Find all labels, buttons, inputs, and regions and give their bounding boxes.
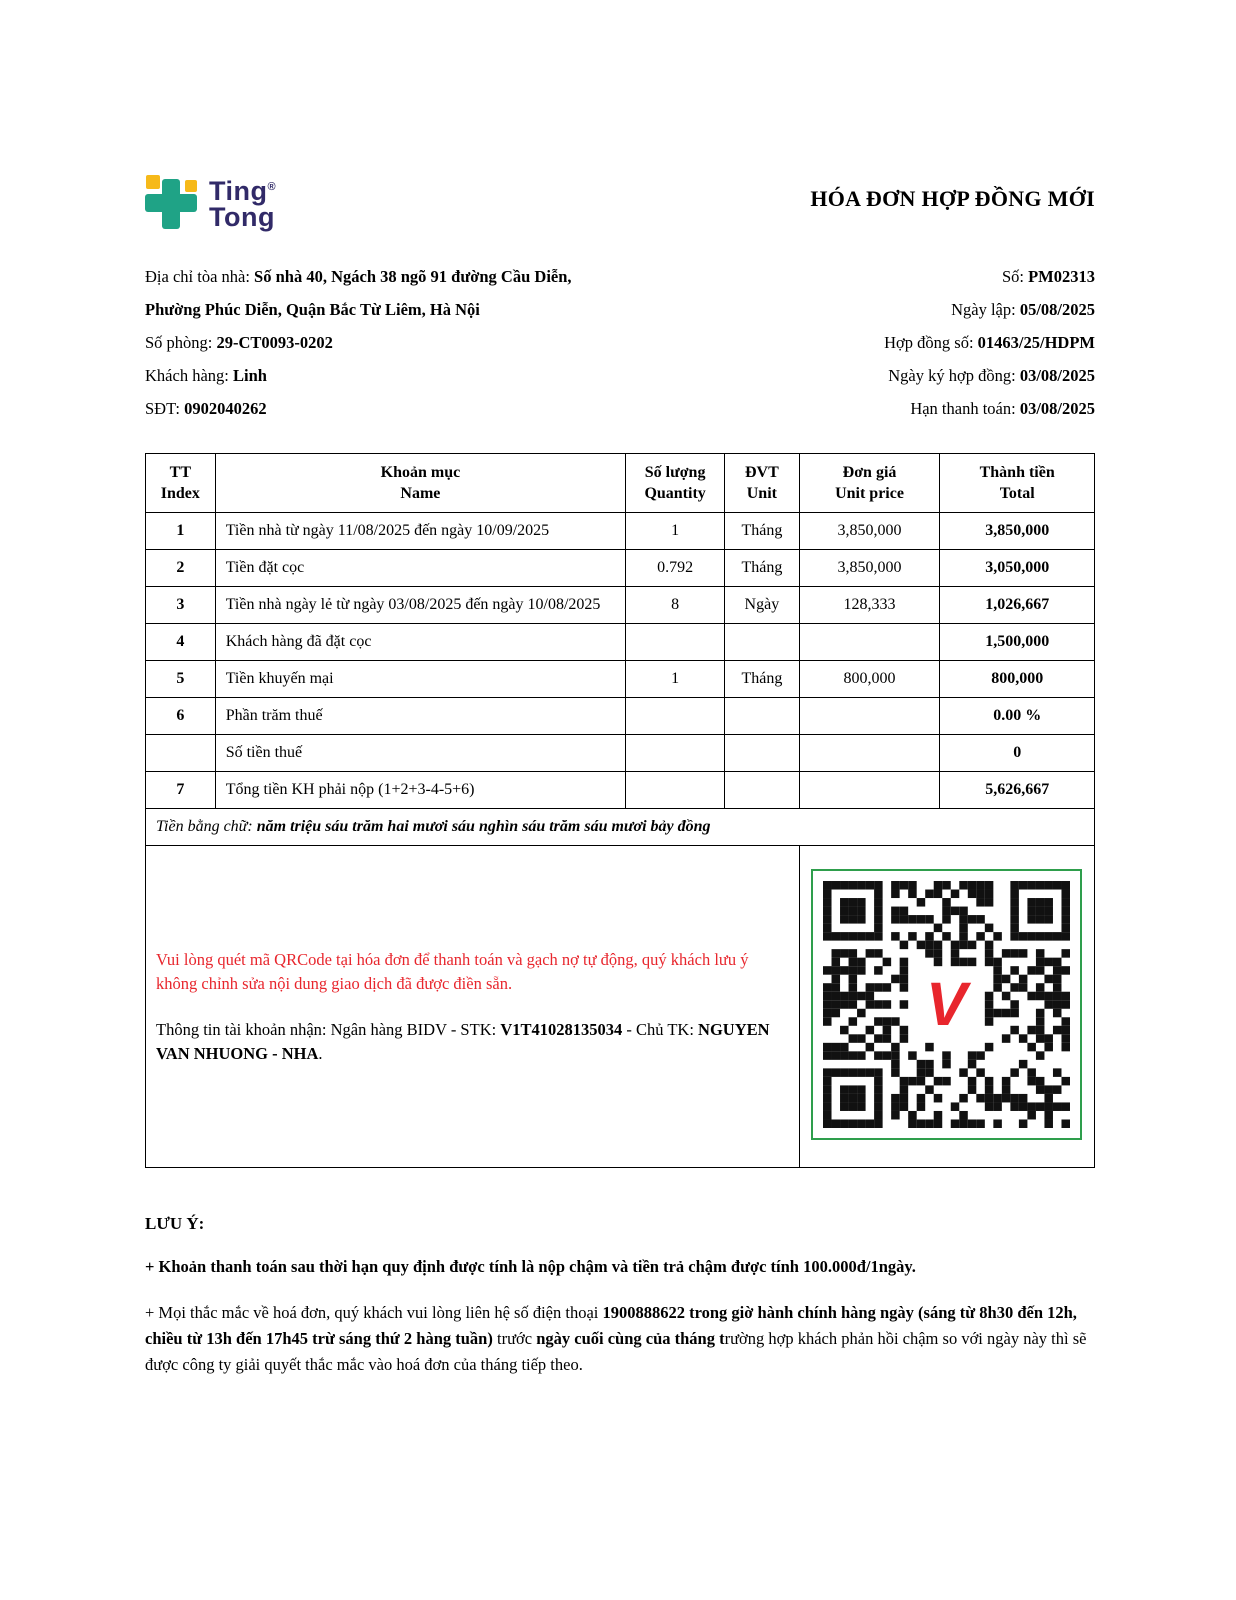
amount-in-words-row: [146, 809, 1095, 846]
cell-name: Tiền nhà ngày lẻ từ ngày 03/08/2025 đến ngày 10/08/2025: [215, 587, 625, 624]
hotline-note: + Mọi thắc mắc về hoá đơn, quý khách vui lòng liên hệ số điện thoại 1900888622 trong giờ hành chính hàng ngày (sáng từ 8h30 đến 12h, chiều từ 13h đến 17h45 trừ sáng thứ 2 hàng tuần) trước ngày cuối cùng của tháng trường hợp khách phản hồi chậm so với ngày này thì sẽ được công ty giải quyết thắc mắc vào hoá đơn của tháng tiếp theo.: [145, 1303, 1087, 1374]
cell-total: 3,050,000: [940, 550, 1095, 587]
cell-unit: [725, 698, 800, 735]
cell-index: 4: [146, 624, 216, 661]
cell-price: 3,850,000: [799, 550, 940, 587]
cell-unit: Tháng: [725, 513, 800, 550]
invoice-table: [145, 453, 1095, 1168]
cell-total: 0.00 %: [940, 698, 1095, 735]
cell-price: [799, 624, 940, 661]
issue-date-line: Ngày lập: 05/08/2025: [951, 300, 1095, 319]
contract-number-line: Hợp đồng số: 01463/25/HDPM: [884, 333, 1095, 352]
table-row: [146, 587, 1095, 624]
cell-qty: [626, 735, 725, 772]
cell-index: 6: [146, 698, 216, 735]
table-row: [146, 513, 1095, 550]
cell-name: Tiền đặt cọc: [215, 550, 625, 587]
col-header-unit: ĐVT Unit: [725, 454, 800, 513]
qr-code-cell: [799, 846, 1094, 1168]
cell-unit: [725, 624, 800, 661]
footer-notes: [145, 1214, 1095, 1378]
cell-index: 3: [146, 587, 216, 624]
cell-unit: [725, 735, 800, 772]
cell-index: 2: [146, 550, 216, 587]
invoice-meta: [884, 266, 1095, 431]
table-row: [146, 624, 1095, 661]
table-row: [146, 550, 1095, 587]
qr-code: [823, 881, 1070, 1128]
cell-total: 1,026,667: [940, 587, 1095, 624]
cell-name: Khách hàng đã đặt cọc: [215, 624, 625, 661]
invoice-info: [145, 266, 1095, 431]
room-number-line: Số phòng: 29-CT0093-0202: [145, 333, 333, 352]
building-address-line: Địa chỉ tòa nhà: Số nhà 40, Ngách 38 ngõ 91 đường Cầu Diễn,: [145, 267, 572, 286]
late-payment-note: + Khoản thanh toán sau thời hạn quy định được tính là nộp chậm và tiền trả chậm được tính 100.000đ/1ngày.: [145, 1257, 916, 1276]
cell-price: 3,850,000: [799, 513, 940, 550]
cell-total: 3,850,000: [940, 513, 1095, 550]
customer-line: Khách hàng: Linh: [145, 366, 267, 385]
amount-in-words: Tiền bằng chữ: năm triệu sáu trăm hai mươi sáu nghìn sáu trăm sáu mươi bảy đồng: [146, 809, 1095, 846]
col-header-index: TT Index: [146, 454, 216, 513]
cell-name: Tiền nhà từ ngày 11/08/2025 đến ngày 10/09/2025: [215, 513, 625, 550]
col-header-total: Thành tiền Total: [940, 454, 1095, 513]
cell-name: Tiền khuyến mại: [215, 661, 625, 698]
cell-qty: 8: [626, 587, 725, 624]
building-address-line-2: Phường Phúc Diễn, Quận Bắc Từ Liêm, Hà Nội: [145, 300, 480, 319]
cell-index: 1: [146, 513, 216, 550]
header: [145, 172, 1095, 232]
cell-name: Tổng tiền KH phải nộp (1+2+3-4-5+6): [215, 772, 625, 809]
cell-index: [146, 735, 216, 772]
cell-qty: [626, 698, 725, 735]
tingtong-logo-icon: [145, 172, 197, 232]
invoice-title: HÓA ĐƠN HỢP ĐỒNG MỚI: [810, 186, 1095, 211]
customer-info: [145, 266, 572, 431]
cell-unit: Tháng: [725, 661, 800, 698]
table-row: [146, 735, 1095, 772]
phone-line: SĐT: 0902040262: [145, 399, 267, 418]
payment-section-row: [146, 846, 1095, 1168]
cell-price: 128,333: [799, 587, 940, 624]
cell-price: 800,000: [799, 661, 940, 698]
cell-qty: 1: [626, 513, 725, 550]
qr-code-box: [811, 869, 1082, 1140]
cell-name: Phần trăm thuế: [215, 698, 625, 735]
col-header-quantity: Số lượng Quantity: [626, 454, 725, 513]
cell-unit: Tháng: [725, 550, 800, 587]
cell-qty: 0.792: [626, 550, 725, 587]
payment-due-line: Hạn thanh toán: 03/08/2025: [910, 399, 1095, 418]
cell-total: 800,000: [940, 661, 1095, 698]
logo-text: [209, 174, 276, 230]
logo-text-tong: Tong: [209, 202, 275, 232]
cell-total: 0: [940, 735, 1095, 772]
payment-instructions: [146, 846, 800, 1168]
table-row: [146, 772, 1095, 809]
tingtong-logo: [145, 172, 276, 232]
cell-index: 5: [146, 661, 216, 698]
cell-total: 5,626,667: [940, 772, 1095, 809]
cell-qty: [626, 624, 725, 661]
cell-price: [799, 698, 940, 735]
cell-price: [799, 735, 940, 772]
qr-payment-note: Vui lòng quét mã QRCode tại hóa đơn để thanh toán và gạch nợ tự động, quý khách lưu ý không chỉnh sửa nội dung giao dịch đã được điền sẵn.: [156, 949, 749, 993]
invoice-number-line: Số: PM02313: [1001, 267, 1095, 286]
cell-unit: [725, 772, 800, 809]
cell-qty: [626, 772, 725, 809]
cell-unit: Ngày: [725, 587, 800, 624]
bank-account-info: Thông tin tài khoản nhận: Ngân hàng BIDV - STK: V1T41028135034 - Chủ TK: NGUYEN VAN NHUONG - NHA.: [156, 1019, 770, 1063]
cell-qty: 1: [626, 661, 725, 698]
contract-sign-date-line: Ngày ký hợp đồng: 03/08/2025: [888, 366, 1095, 385]
col-header-name: Khoản mục Name: [215, 454, 625, 513]
col-header-unit-price: Đơn giá Unit price: [799, 454, 940, 513]
table-row: [146, 698, 1095, 735]
table-header-row: [146, 454, 1095, 513]
cell-price: [799, 772, 940, 809]
registered-mark: ®: [267, 181, 277, 193]
notes-title: LƯU Ý:: [145, 1214, 205, 1233]
cell-index: 7: [146, 772, 216, 809]
qr-center-logo: V: [926, 968, 968, 1038]
cell-name: Số tiền thuế: [215, 735, 625, 772]
cell-total: 1,500,000: [940, 624, 1095, 661]
logo-text-ting: Ting: [209, 176, 268, 206]
table-row: [146, 661, 1095, 698]
